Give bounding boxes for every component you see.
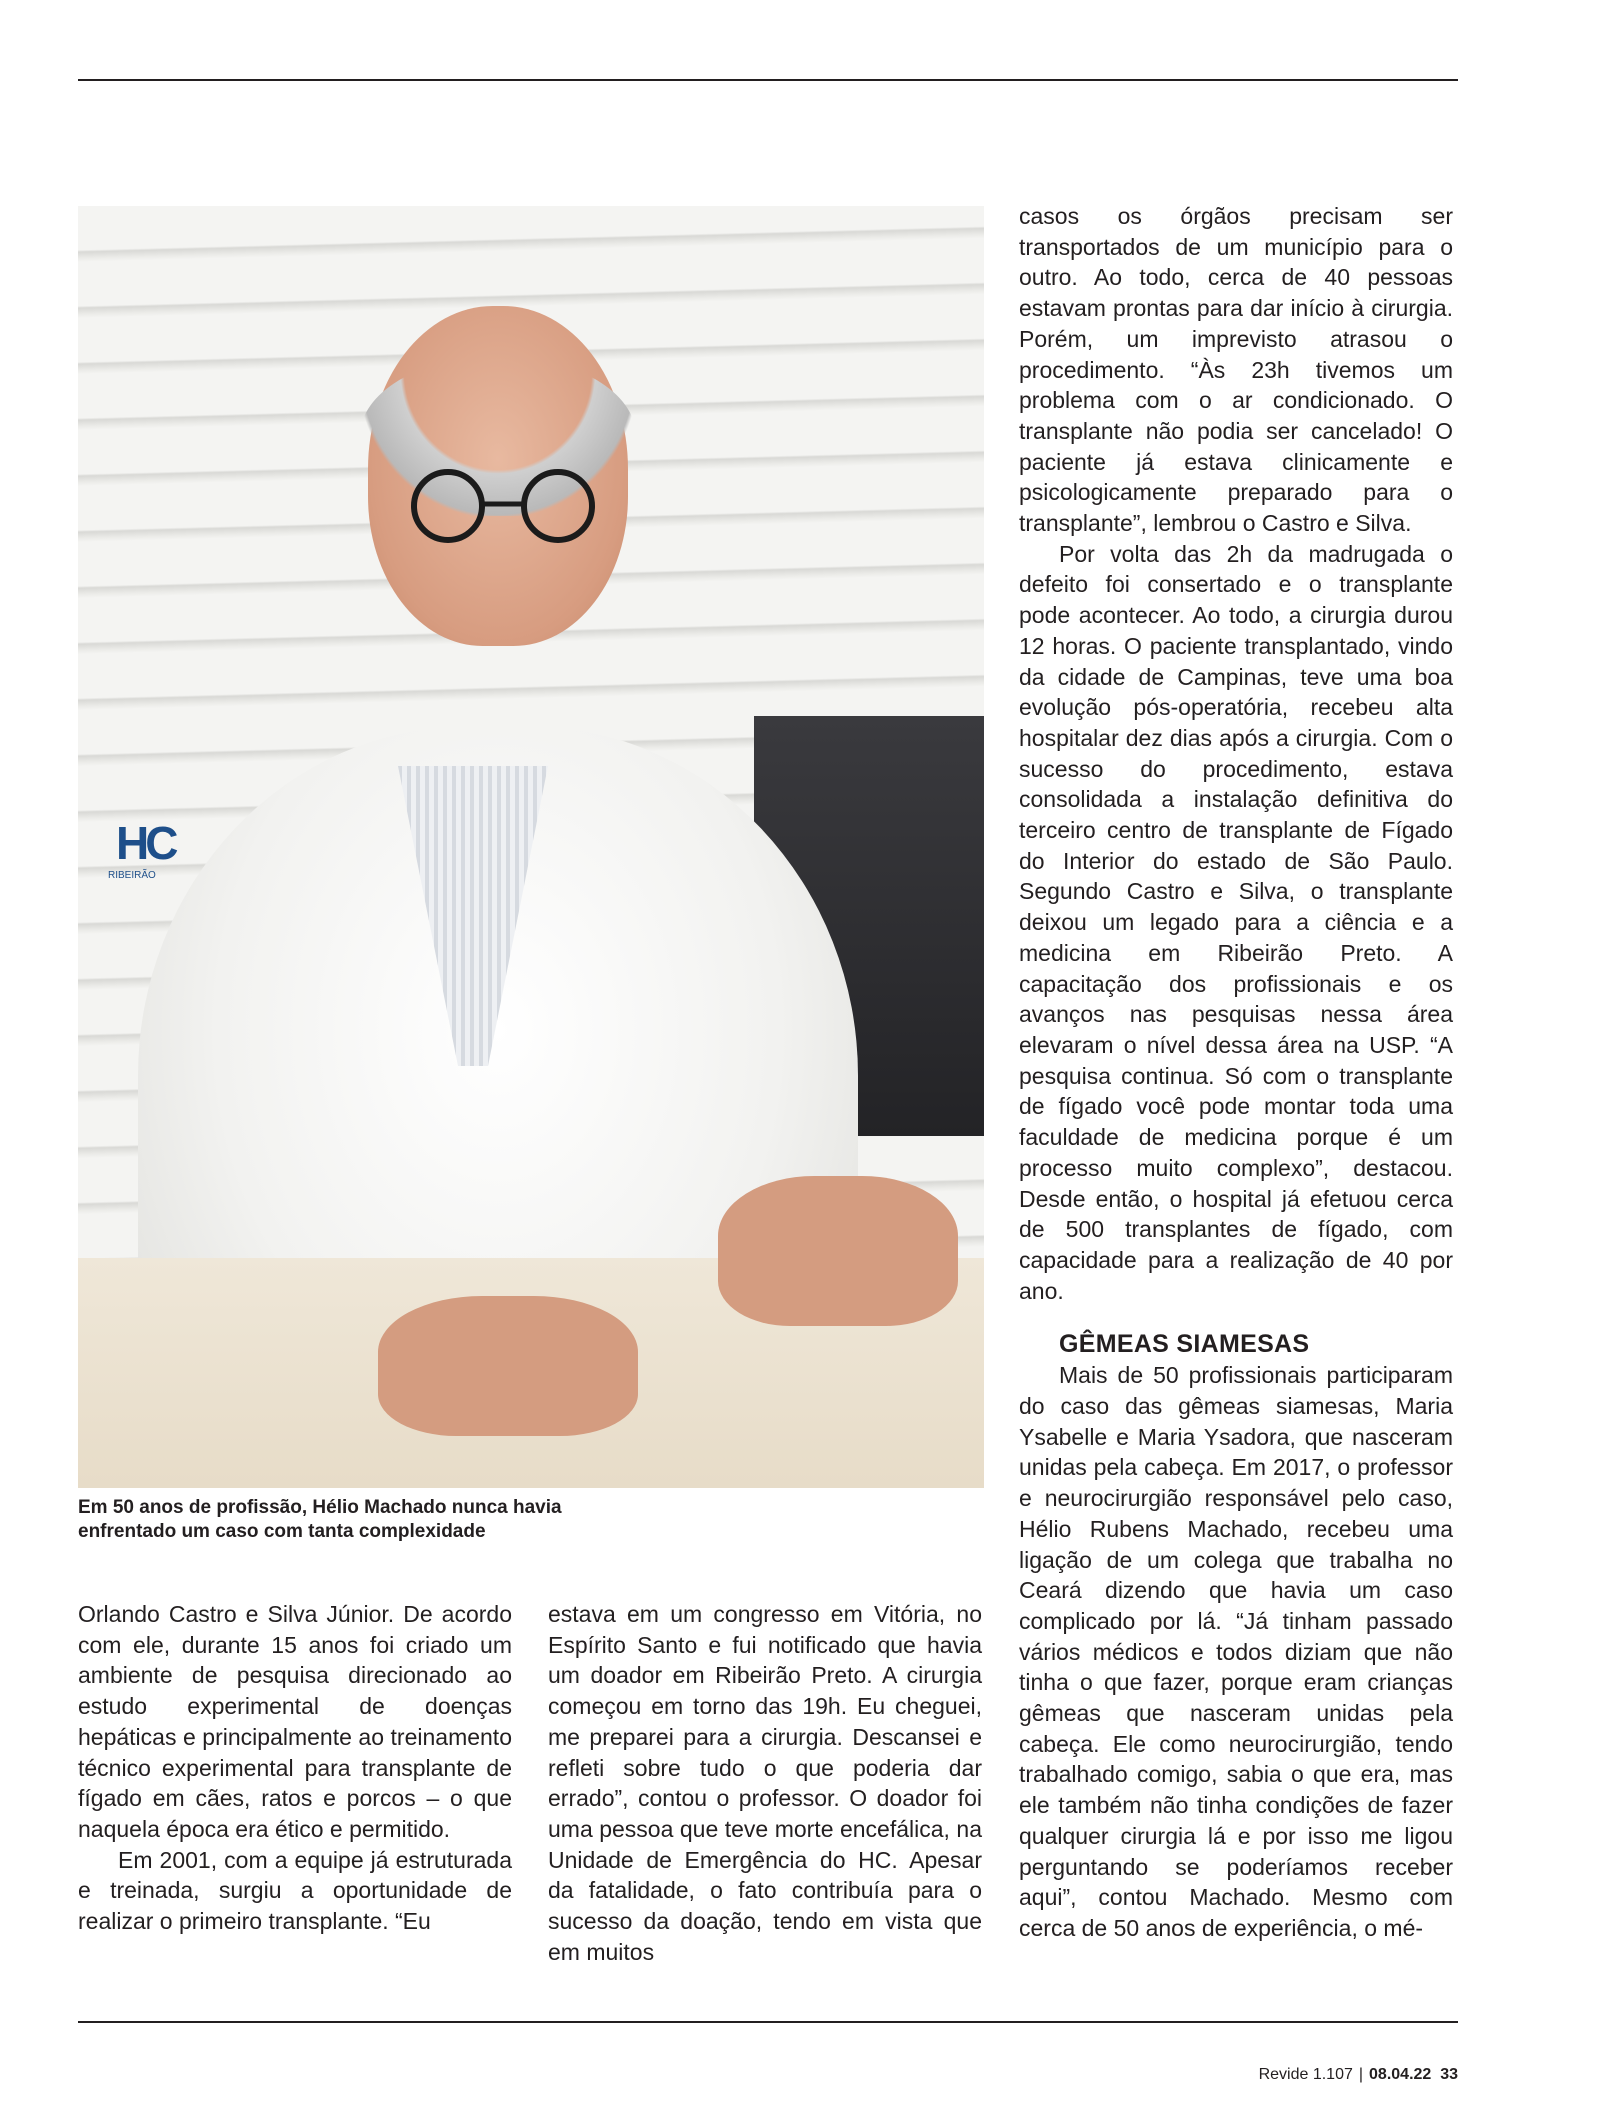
footer-magazine: Revide 1.107 [1258, 2066, 1353, 2083]
text-column-3 [1019, 201, 1453, 1944]
section-gap [1019, 1306, 1453, 1328]
col3-paragraph-3: Mais de 50 profissionais participaram do caso das gêmeas siamesas, Maria Ysabelle e Maria Ysadora, que nasceram unidas pela cabeça. Em 2017, o professor e neurocirurgião responsável pelo caso, Hélio Rubens Machado, recebeu uma ligação de um colega que trabalha no Ceará dizendo que havia um caso complicado por lá. “Já tinham passado vários médicos e todos diziam que não tinha o que fazer, porque eram crianças gêmeas que nasceram unidas pela cabeça. Ele como neurocirurgião, tendo trabalhado comigo, sabia o que era, mas ele também não tinha condições de fazer qualquer cirurgia lá e por isso me ligou perguntando se poderíamos receber aqui”, contou Machado. Mesmo com cerca de 50 anos de experiência, o mé- [1019, 1362, 1453, 1941]
hc-logo: HC [116, 817, 175, 869]
col3-paragraph-1: casos os órgãos precisam ser transportados de um município para o outro. Ao todo, cerca de 40 pessoas estavam prontas para dar início à cirurgia. Porém, um imprevisto atrasou o procedimento. “Às 23h tivemos um problema com o ar condicionado. O transplante não podia ser cancelado! O paciente já estava clinicamente e psicologicamente preparado para o transplante”, lembrou o Castro e Silva. [1019, 203, 1453, 537]
caption-line-1: Em 50 anos de profissão, Hélio Machado nunca havia [78, 1497, 562, 1518]
section-heading: GÊMEAS SIAMESAS [1059, 1330, 1310, 1359]
col1-paragraph-2: Em 2001, com a equipe já estruturada e treinada, surgiu a oportunidade de realizar o primeiro transplante. “Eu [78, 1846, 512, 1935]
page-footer [1259, 2066, 1458, 2084]
portrait-photo [78, 206, 984, 1488]
glasses-icon [398, 466, 608, 546]
footer-separator: | [1358, 2066, 1364, 2083]
page-number: 33 [1440, 2066, 1458, 2083]
caption-line-2: enfrentado um caso com tanta complexidade [78, 1521, 486, 1542]
bottom-rule [78, 2021, 1458, 2023]
col1-paragraph-1: Orlando Castro e Silva Júnior. De acordo com ele, durante 15 anos foi criado um ambiente de pesquisa direcionado ao estudo experimental de doenças hepáticas e principalmente ao treinamento técnico experimental para transplante de fígado em cães, ratos e porcos – o que naquela época era ético e permitido. [78, 1601, 512, 1842]
col2-paragraph-1: estava em um congresso em Vitória, no Espírito Santo e fui notificado que havia um doador em Ribeirão Preto. A cirurgia começou em torno das 19h. Eu cheguei, me preparei para a cirurgia. Descansei e refleti sobre tudo o que poderia dar errado”, contou o professor. O doador foi uma pessoa que teve morte encefálica, na Unidade de Emergência do HC. Apesar da fatalidade, o fato contribuía para o sucesso da doação, tendo em vista que em muitos [548, 1601, 982, 1965]
hc-logo-subtext: RIBEIRÃO [108, 870, 156, 881]
photo-caption [78, 1496, 984, 1544]
text-column-2 [548, 1599, 982, 1967]
top-rule [78, 79, 1458, 81]
left-hand-shape [378, 1296, 638, 1436]
right-hand-shape [718, 1176, 958, 1326]
text-column-1 [78, 1599, 512, 1937]
footer-date: 08.04.22 [1369, 2066, 1432, 2083]
col3-paragraph-2: Por volta das 2h da madrugada o defeito foi consertado e o transplante pode acontecer. Ao todo, a cirurgia durou 12 horas. O paciente transplantado, vindo da cidade de Campinas, teve uma boa evolução pós-operatória, recebeu alta hospitalar dez dias após a cirurgia. Com o sucesso do procedimento, estava consolidada a instalação definitiva do terceiro centro de transplante de Fígado do Interior do estado de São Paulo. Segundo Castro e Silva, o transplante deixou um legado para a ciência e a medicina em Ribeirão Preto. A capacitação dos profissionais e os avanços nas pesquisas nessa área elevaram o nível dessa área na USP. “A pesquisa continua. Só com o transplante de fígado você pode montar toda uma faculdade de medicina porque é um processo muito complexo”, destacou. Desde então, o hospital já efetuou cerca de 500 transplantes de fígado, com capacidade para a realização de 40 por ano. [1019, 540, 1453, 1304]
